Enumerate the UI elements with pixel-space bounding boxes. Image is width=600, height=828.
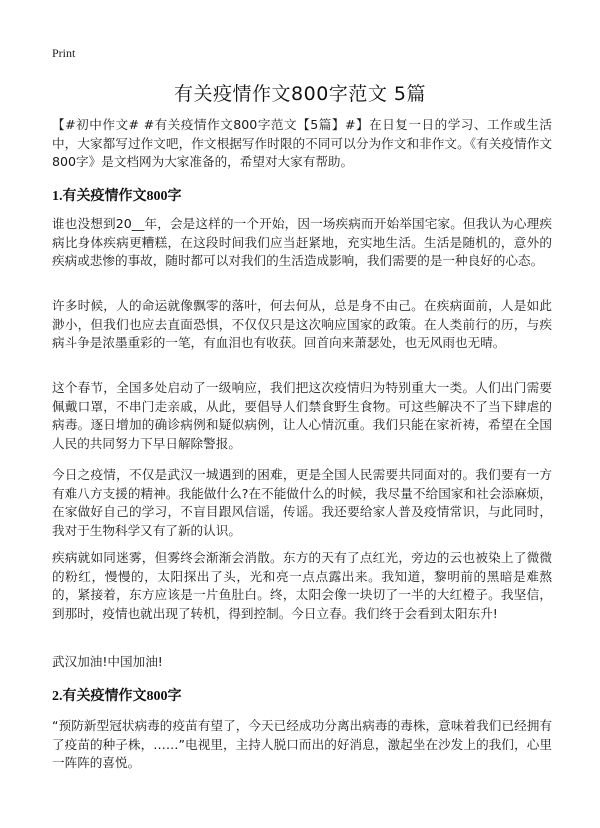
page-title: 有关疫情作文800字范文 5篇 [174, 83, 426, 105]
section-1-paragraph-4: 今日之疫情，不仅是武汉一城遇到的困难，更是全国人民需要共同面对的。我们要有一方有难八方支援的精神。我能做什么?在不能做什么的时候，我尽量不给国家和社会添麻烦，在家做好自己的学习，不盲目跟风信谣，传谣。我还要给家人普及疫情常识，与此同时，我对于生物科学又有了新的认识。 [52, 467, 552, 538]
section-1-paragraph-5: 疾病就如同迷雾，但雾终会渐渐会消散。东方的天有了点红光，旁边的云也被染上了微微的粉红，慢慢的，太阳探出了头，光和亮一点点露出来。我知道，黎明前的黑暗是难熬的，紧接着，东方应该是一片鱼肚白。终，太阳会像一块切了一半的大红橙子。我坚信，到那时，疫情也就出现了转机，得到控制。今日立春。我们终于会看到太阳东升! [52, 550, 552, 621]
print-link[interactable]: Print [52, 46, 76, 60]
section-2-paragraph-1: “预防新型冠状病毒的疫苗有望了，今天已经成功分离出病毒的毒株，意味着我们已经拥有了疫苗的种子株，……”电视里，主持人脱口而出的好消息，激起坐在沙发上的我们，心里一阵阵的喜悦。 [52, 718, 552, 770]
section-1-paragraph-3: 这个春节，全国多处启动了一级响应，我们把这次疫情归为特别重大一类。人们出门需要佩戴口罩，不串门走亲戚，从此，要倡导人们禁食野生食物。可这些解决不了当下肆虐的病毒。逐日增加的确诊病例和疑似病例，让人心情沉重。我们只能在家祈祷，希望在全国人民的共同努力下早日解除警报。 [52, 380, 552, 451]
section-heading-1: 1.有关疫情作文800字 [52, 189, 182, 204]
section-heading-2: 2.有关疫情作文800字 [52, 689, 182, 704]
section-1-paragraph-6: 武汉加油!中国加油! [52, 654, 163, 669]
section-1-paragraph-1: 谁也没想到20__年，会是这样的一个开始，因一场疾病而开始举国宅家。但我认为心理疾病比身体疾病更糟糕，在这段时间我们应当赶紧地，充实地生活。生活是随机的，意外的疾病或悲惨的事故，随时都可以对我们的生活造成影响，我们需要的是一种良好的心态。 [52, 216, 552, 268]
intro-paragraph: 【#初中作文# #有关疫情作文800字范文【5篇】#】在日复一日的学习、工作或生活中，大家都写过作文吧，作文根据写作时限的不同可以分为作文和非作文。《有关疫情作文800字》是文档网为大家准备的，希望对大家有帮助。 [52, 117, 552, 169]
section-1-paragraph-2: 许多时候，人的命运就像飘零的落叶，何去何从，总是身不由己。在疾病面前，人是如此渺小，但我们也应去直面恐惧，不仅仅只是这次响应国家的政策。在人类前行的历，与疾病斗争是浓墨重彩的一笔，有血泪也有收获。回首向来萧瑟处，也无风雨也无晴。 [52, 298, 552, 350]
